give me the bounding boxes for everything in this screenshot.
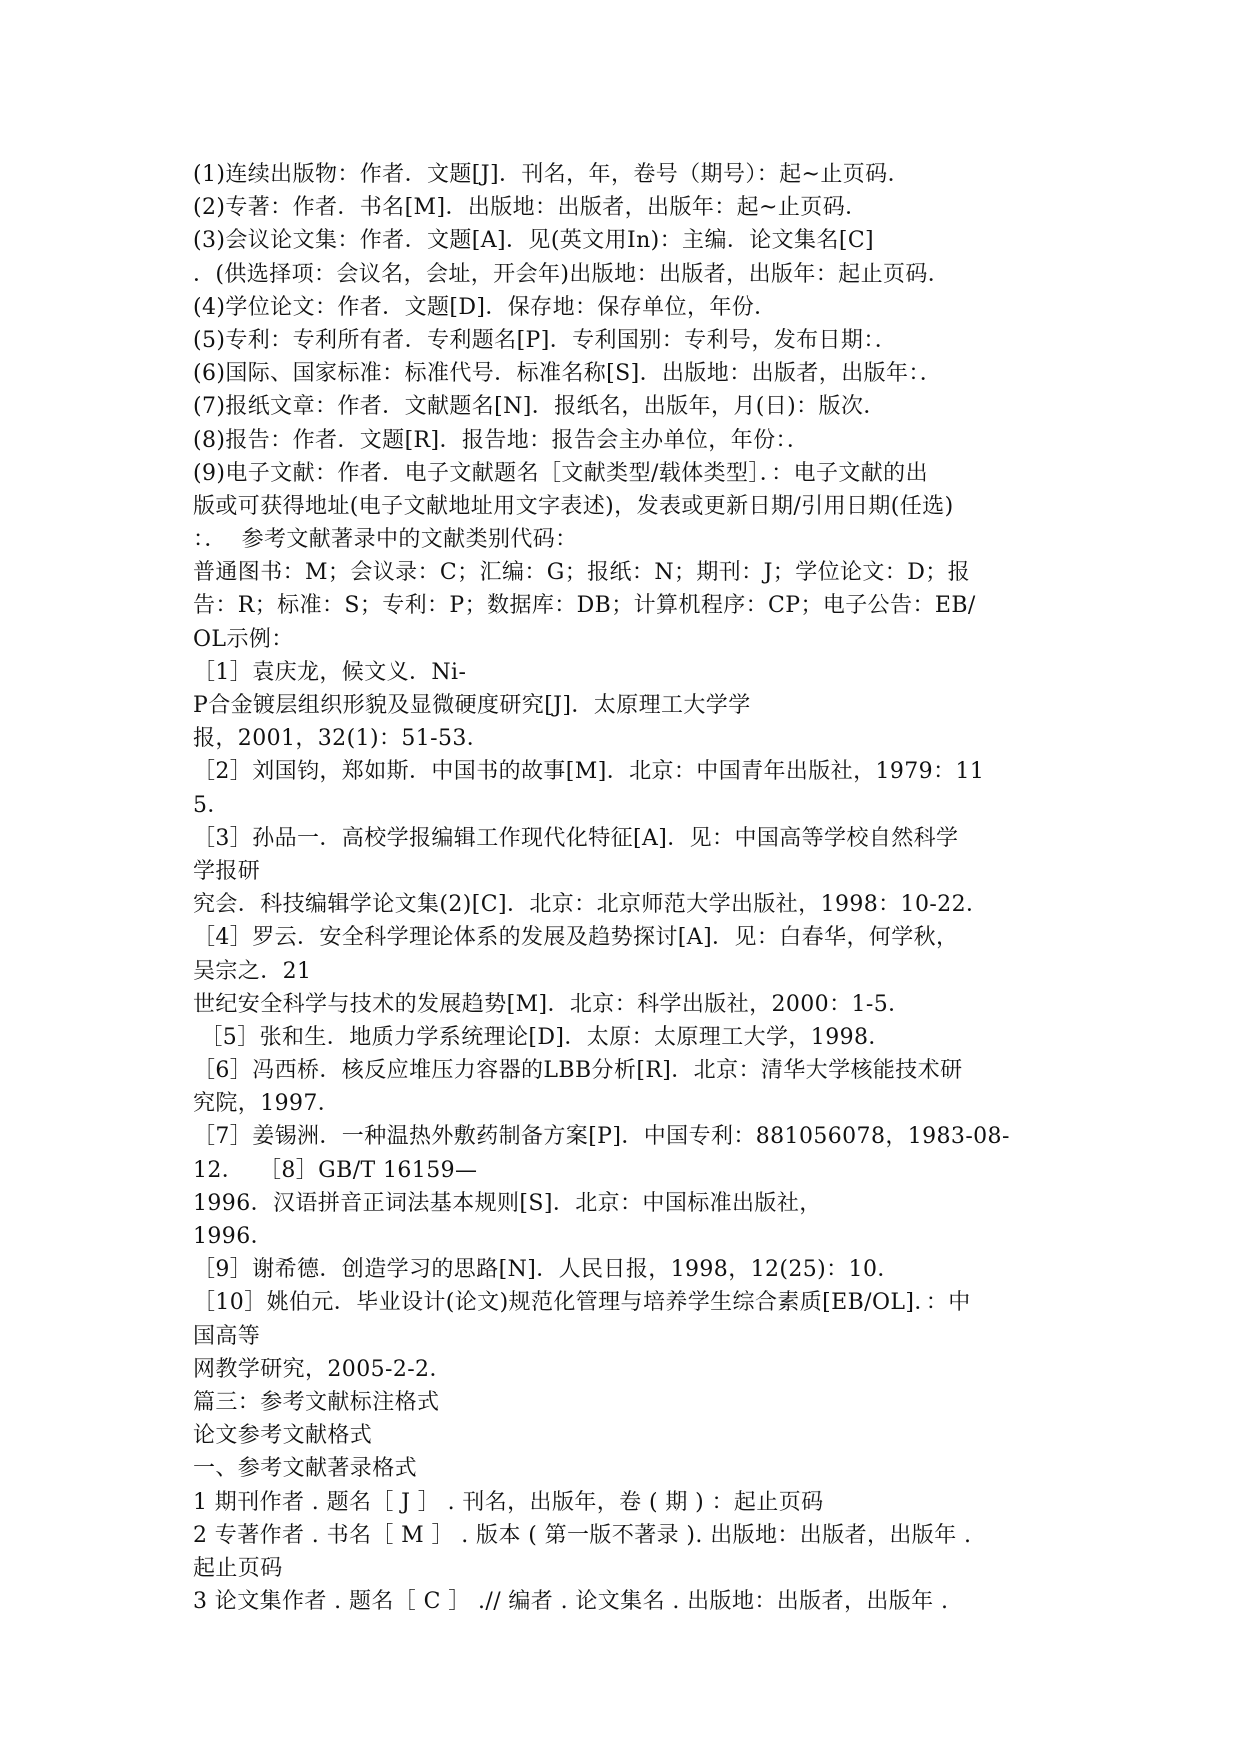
text-line: 学报研 [193, 858, 261, 884]
text-line: 1996． [193, 1224, 273, 1249]
text-line: 3 论文集作者 . 题名［ C ］ .// 编者 . 论文集名 . 出版地：出版者，出版年 . [193, 1589, 949, 1615]
text-line: ［5］张和生．地质力学系统理论[D]．太原：太原理工大学，1998． [193, 1024, 891, 1050]
text-line: (4)学位论文：作者．文题[D]．保存地：保存单位，年份． [193, 294, 777, 320]
text-line: ［3］孙品一．高校学报编辑工作现代化特征[A]．见：中国高等学校自然科学 [193, 825, 959, 851]
text-line: 1996．汉语拼音正词法基本规则[S]．北京：中国标准出版社， [193, 1190, 822, 1216]
text-line: ：． 参考文献著录中的文献类别代码： [193, 527, 578, 553]
text-line: ［1］袁庆龙，候文义．Ni- [193, 659, 467, 685]
text-line: 一、参考文献著录格式 [193, 1456, 418, 1482]
text-line: 报，2001，32(1)：51-53． [193, 726, 490, 752]
text-line: (1)连续出版物：作者．文题[J]．刊名，年，卷号（期号）：起~止页码． [193, 162, 910, 187]
text-line: ［4］罗云．安全科学理论体系的发展及趋势探讨[A]．见：白春华，何学秋， [193, 925, 959, 951]
text-line: 论文参考文献格式 [193, 1423, 373, 1449]
text-line: (3)会议论文集：作者．文题[A]．见(英文用In)：主编．论文集名[C] [193, 228, 875, 254]
text-line: ［10］姚伯元．毕业设计(论文)规范化管理与培养学生综合素质[EB/OL]．：中 [193, 1290, 971, 1316]
text-line: 世纪安全科学与技术的发展趋势[M]．北京：科学出版社，2000：1-5． [193, 991, 911, 1017]
text-line: 2 专著作者 . 书名［ M ］ . 版本 ( 第一版不著录 ). 出版地：出版者，出版年 . [193, 1522, 972, 1548]
text-line: ［9］谢希德．创造学习的思路[N]．人民日报，1998，12(25)：10． [193, 1257, 900, 1283]
text-line: ［2］刘国钧，郑如斯．中国书的故事[M]．北京：中国青年出版社，1979：11 [193, 759, 985, 785]
text-line: (8)报告：作者．文题[R]．报告地：报告会主办单位，年份：． [193, 427, 810, 453]
text-line: (7)报纸文章：作者．文献题名[N]．报纸名，出版年，月(日)：版次． [193, 394, 886, 420]
text-line: (5)专利：专利所有者．专利题名[P]．专利国别：专利号，发布日期：． [193, 327, 898, 353]
text-line: (2)专著：作者．书名[M]．出版地：出版者，出版年：起~止页码． [193, 195, 868, 221]
text-line: 网教学研究，2005-2-2． [193, 1356, 452, 1382]
text-line: 篇三：参考文献标注格式 [193, 1389, 440, 1415]
text-line: 起止页码 [193, 1555, 283, 1581]
text-line: ［7］姜锡洲．一种温热外敷药制备方案[P]．中国专利：881056078，1983-08- [193, 1124, 1010, 1150]
text-line: 告：R；标准：S；专利：P；数据库：DB；计算机程序：CP；电子公告：EB/ [193, 593, 976, 619]
text-line: 版或可获得地址(电子文献地址用文字表述)，发表或更新日期/引用日期(任选) [193, 493, 954, 519]
text-line: 1 期刊作者 . 题名［ J ］ . 刊名，出版年，卷 ( 期 ) ：起止页码 [193, 1489, 824, 1515]
text-line: 12． ［8］GB/T 16159— [193, 1157, 478, 1183]
text-line: OL示例： [193, 626, 294, 652]
text-line: P合金镀层组织形貌及显微硬度研究[J]．太原理工大学学 [193, 693, 751, 718]
text-line: 普通图书：M；会议录：C；汇编：G；报纸：N；期刊：J；学位论文：D；报 [193, 560, 971, 586]
text-line: (9)电子文献：作者．电子文献题名［文献类型/载体类型］．：电子文献的出 [193, 460, 928, 486]
text-line: 5． [193, 792, 230, 818]
text-line: (6)国际、国家标准：标准代号．标准名称[S]．出版地：出版者，出版年：． [193, 361, 943, 387]
text-line: 国高等 [193, 1323, 261, 1349]
text-line: ．(供选择项：会议名，会址，开会年)出版地：出版者，出版年：起止页码． [193, 261, 951, 287]
text-line: 究会．科技编辑学论文集(2)[C]．北京：北京师范大学出版社，1998：10-22． [193, 892, 989, 918]
reference-format-text [193, 158, 1053, 1618]
text-line: 吴宗之．21 [193, 958, 312, 984]
text-line: ［6］冯西桥．核反应堆压力容器的LBB分析[R]．北京：清华大学核能技术研 [193, 1058, 963, 1084]
text-line: 究院，1997． [193, 1091, 341, 1117]
